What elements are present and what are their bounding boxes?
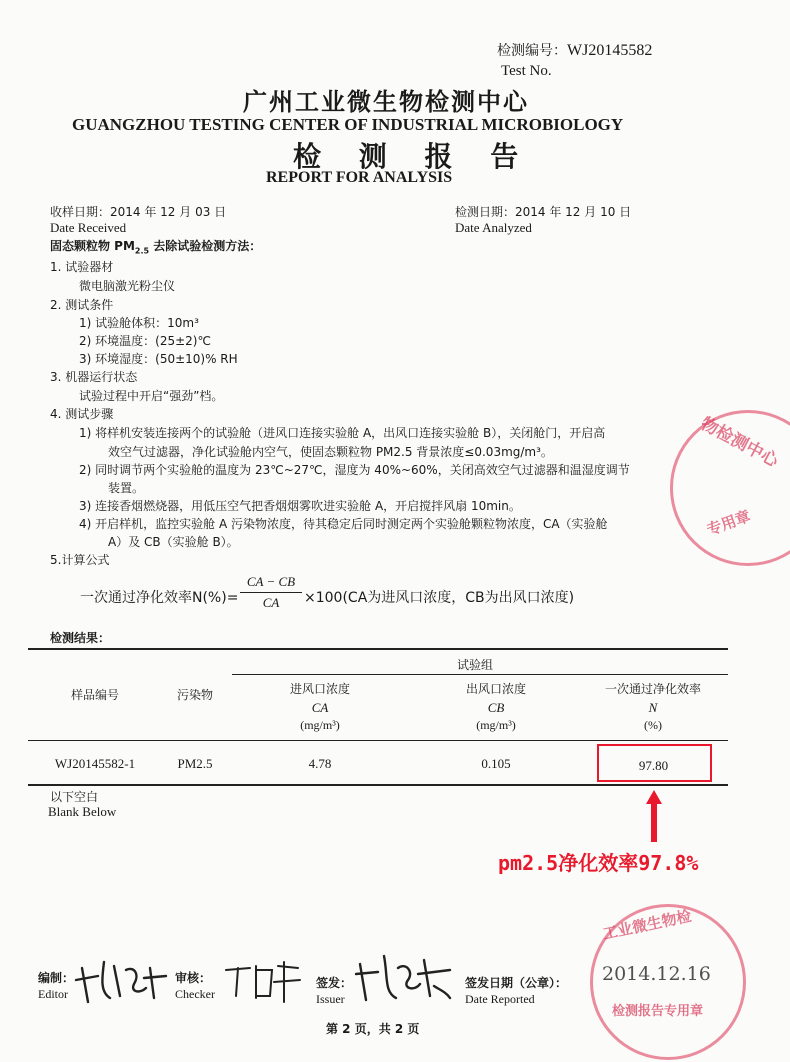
page-number: 第 2 页，共 2 页 bbox=[326, 1022, 420, 1036]
report-title-en: REPORT FOR ANALYSIS bbox=[266, 169, 453, 186]
checker-label: 审核： Checker bbox=[175, 971, 215, 1001]
row-eff-value: 97.80 bbox=[638, 758, 669, 773]
formula-fraction bbox=[240, 574, 302, 611]
test-no-label: 检测编号：WJ20145582 bbox=[497, 42, 653, 59]
col-eff-header: 一次通过净化效率 N (%) bbox=[604, 682, 701, 732]
section-4-title: 4. 测试步骤 bbox=[50, 407, 114, 421]
section-4-item-1a: 1) 将样机安装连接两个的试验舱（进风口连接实验舱 A，出风口连接实验舱 B），关闭舱门，开启高 bbox=[79, 426, 606, 440]
section-4-item-4a: 4) 开启样机，监控实验舱 A 污染物浓度，待其稳定后同时测定两个实验舱颗粒物浓度，CA（实验舱 bbox=[79, 517, 608, 531]
date-analyzed-en: Date Analyzed bbox=[455, 220, 532, 235]
section-3-title: 3. 机器运行状态 bbox=[50, 370, 138, 384]
table-bottom-rule bbox=[28, 784, 728, 786]
section-5-title: 5.计算公式 bbox=[50, 553, 110, 567]
editor-signature bbox=[74, 948, 174, 1008]
results-heading: 检测结果： bbox=[50, 631, 111, 645]
test-no-label-en: Test No. bbox=[501, 63, 552, 79]
section-4-item-2a: 2) 同时调节两个实验舱的温度为 23℃~27℃，湿度为 40%~60%，关闭高效空气过滤器和温湿度调节 bbox=[79, 463, 630, 477]
section-2-item-3: 3) 环境湿度：(50±10)% RH bbox=[79, 352, 238, 366]
seal-stamp-top-sub: 专用章 bbox=[704, 506, 753, 540]
section-2-item-2: 2) 环境温度：(25±2)℃ bbox=[79, 334, 211, 348]
row-in-value: 4.78 bbox=[308, 756, 332, 771]
seal-stamp-bottom-date: 2014.12.16 bbox=[602, 963, 711, 985]
section-4-item-2b: 装置。 bbox=[108, 481, 145, 495]
report-title-zh: 检 测 报 告 bbox=[293, 140, 533, 173]
section-4-item-1b: 效空气过滤器，净化试验舱内空气，使固态颗粒物 PM2.5 背景浓度≤0.03mg/m³。 bbox=[108, 445, 553, 459]
formula-left: 一次通过净化效率N(%)= bbox=[80, 590, 239, 606]
date-received: 收样日期：2014 年 12 月 03 日 bbox=[50, 205, 227, 219]
section-1-title: 1. 试验器材 bbox=[50, 260, 114, 274]
formula-numerator: CA − CB bbox=[246, 574, 296, 589]
formula-right: ×100(CA为进风口浓度，CB为出风口浓度) bbox=[304, 590, 575, 606]
row-pollutant: PM2.5 bbox=[177, 756, 213, 771]
org-name-en: GUANGZHOU TESTING CENTER OF INDUSTRIAL MICROBIOLOGY bbox=[72, 115, 624, 134]
arrow-up-icon bbox=[644, 790, 664, 844]
col-pollutant: 污染物 bbox=[176, 688, 213, 702]
seal-stamp-bottom-top: 工业微生物检 bbox=[601, 906, 694, 944]
date-analyzed: 检测日期：2014 年 12 月 10 日 bbox=[455, 205, 632, 219]
section-2-title: 2. 测试条件 bbox=[50, 298, 114, 312]
blank-below-zh: 以下空白 bbox=[50, 790, 99, 804]
table-header-rule bbox=[28, 740, 728, 741]
seal-stamp-top-text: 物检测中心 bbox=[697, 413, 782, 472]
table-top-rule bbox=[28, 648, 728, 650]
section-4-item-3: 3) 连接香烟燃烧器，用低压空气把香烟烟雾吹进实验舱 A，开启搅拌风扇 10min。 bbox=[79, 499, 521, 513]
date-received-en: Date Received bbox=[50, 220, 127, 235]
issuer-label: 签发： Issuer bbox=[316, 976, 353, 1006]
section-2-item-1: 1) 试验舱体积：10m³ bbox=[79, 316, 199, 330]
method-heading: 固态颗粒物 $PM_{2.5}$ 去除试验检测方法： bbox=[50, 239, 262, 256]
col-in-header: 进风口浓度 CA (mg/m³) bbox=[289, 682, 350, 732]
checker-signature bbox=[222, 958, 302, 1008]
section-4-item-4b: A）及 CB（实验舱 B）。 bbox=[108, 535, 239, 549]
table-group-rule bbox=[232, 674, 728, 675]
row-out-value: 0.105 bbox=[481, 756, 511, 771]
section-3-body: 试验过程中开启“强劲”档。 bbox=[79, 389, 224, 403]
col-out-header: 出风口浓度 CB (mg/m³) bbox=[465, 682, 526, 732]
seal-stamp-bottom-sub: 检测报告专用章 bbox=[612, 1004, 704, 1019]
annotation-label: pm2.5净化效率97.8% bbox=[498, 851, 699, 875]
formula-denominator: CA bbox=[262, 595, 280, 610]
row-sample: WJ20145582-1 bbox=[54, 756, 136, 771]
blank-below-en: Blank Below bbox=[48, 804, 117, 819]
test-no-value: WJ20145582 bbox=[567, 42, 653, 59]
col-sample: 样品编号 bbox=[70, 688, 119, 702]
editor-label: 编制： Editor bbox=[38, 971, 75, 1001]
section-1-body: 微电脑激光粉尘仪 bbox=[79, 279, 176, 293]
issuer-signature bbox=[354, 946, 454, 1006]
org-name-zh: 广州工业微生物检测中心 bbox=[243, 88, 529, 116]
table-group-header: 试验组 bbox=[456, 658, 493, 672]
date-reported-label: 签发日期（公章）： Date Reported bbox=[465, 976, 568, 1006]
